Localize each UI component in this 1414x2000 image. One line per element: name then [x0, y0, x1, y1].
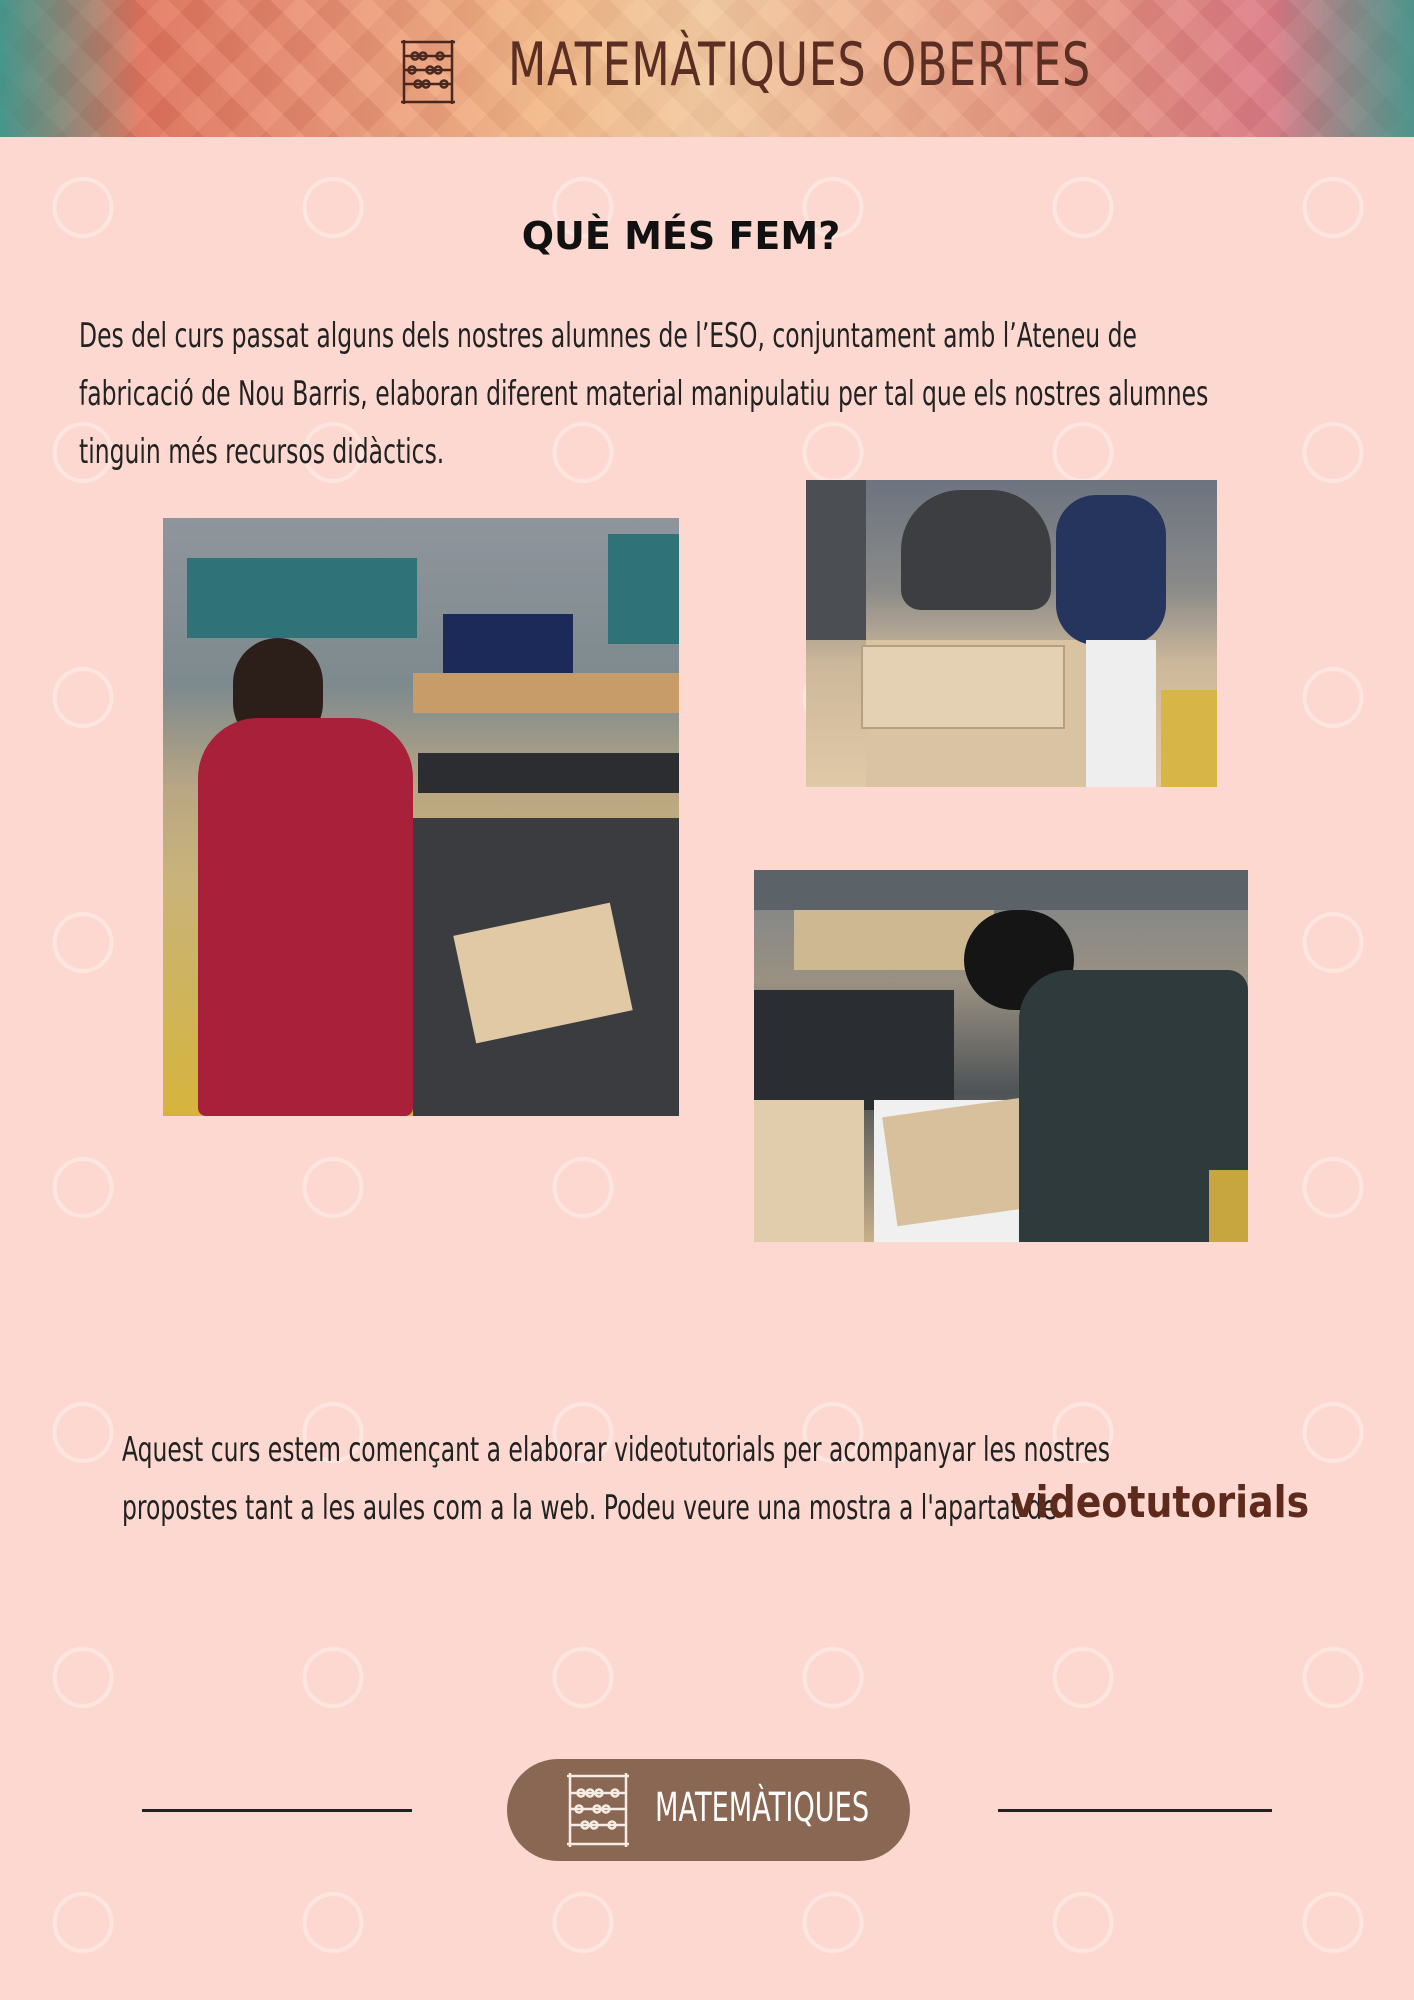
abacus-icon [400, 38, 456, 106]
photo-student-hammering [163, 518, 679, 1116]
header-banner [0, 0, 1414, 137]
abacus-icon [565, 1771, 631, 1849]
photo-cnc-machine [806, 480, 1217, 787]
videotutorials-paragraph: Aquest curs estem començant a elaborar videotutorials per acompanyar les nostres propostes tant a les aules com a la web. Podeu veure una mostra a l'apartat de [122, 1430, 1111, 1528]
site-title: MATEMÀTIQUES OBERTES [508, 30, 1091, 100]
matematiques-button-label: MATEMÀTIQUES [655, 1785, 870, 1831]
intro-paragraph: Des del curs passat alguns dels nostres alumnes de l’ESO, conjuntament amb l’Ateneu de fabricació de Nou Barris, elaboran diferent material manipulatiu per tal que els nostres alumnes tinguin més recursos didàctics. [79, 316, 1209, 472]
matematiques-button[interactable] [507, 1759, 910, 1861]
footer-divider-right [998, 1809, 1272, 1812]
videotutorials-link[interactable]: videotutorials [1011, 1477, 1310, 1528]
footer-divider-left [142, 1809, 412, 1812]
photo-peg-board [754, 870, 1248, 1242]
section-title: QUÈ MÉS FEM? [521, 214, 841, 258]
